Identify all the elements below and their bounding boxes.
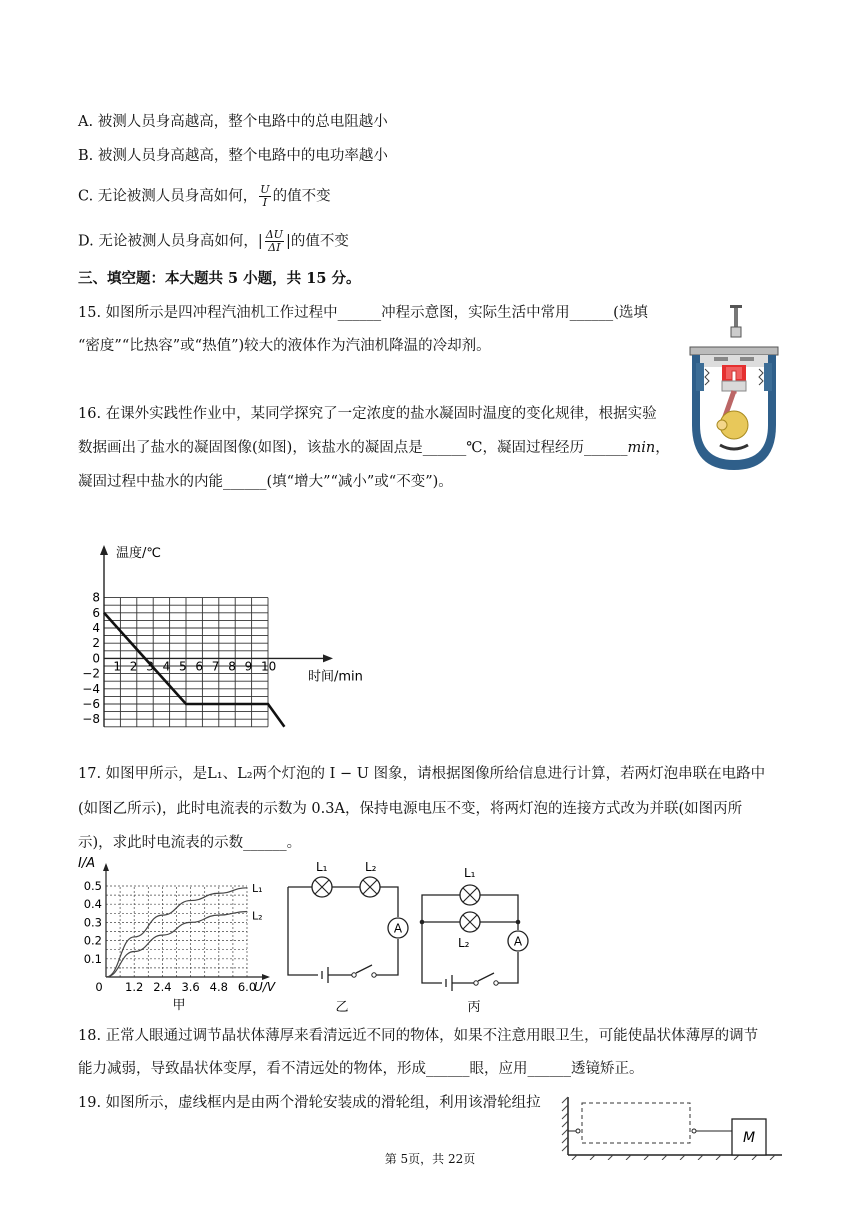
q16-line3: 凝固过程中盐水的内能______(填“增大”“减小”或“不变”)。 xyxy=(78,474,453,490)
y-tick-label: 0.1 xyxy=(83,951,102,966)
l2-label: L₂ xyxy=(365,860,377,874)
frac-num: U xyxy=(260,183,270,196)
frac-den: ΔI xyxy=(268,241,281,254)
x-tick-label: 0 xyxy=(95,980,103,994)
x-tick-label: 2.4 xyxy=(153,980,172,994)
q18-line2: 能力减弱，导致晶状体变厚，看不清远处的物体，形成______眼，应用______透镜矫正。 xyxy=(78,1061,644,1077)
q17-line3: 示)，求此时电流表的示数______。 xyxy=(78,835,302,851)
option-d-suffix: 的值不变 xyxy=(290,233,349,250)
l1-label: L₁ xyxy=(316,860,328,874)
fraction-u-over-i xyxy=(259,184,270,209)
page-footer: 第 5页，共 22页 xyxy=(384,1152,476,1166)
l2-label: L₂ xyxy=(458,936,470,950)
option-d-prefix: D. 无论被测人员身高如何， xyxy=(78,233,258,250)
y-tick-label: −6 xyxy=(82,697,100,711)
y-tick-label: −4 xyxy=(82,681,100,696)
caption-bing: 丙 xyxy=(467,1000,481,1015)
x-tick-label: 1 xyxy=(113,659,122,674)
q16-min: min xyxy=(627,440,656,456)
q16-line1: 16. 在课外实践性作业中，某同学探究了一定浓度的盐水凝固时温度的变化规律，根据实验 xyxy=(78,406,657,422)
fraction-du-over-di xyxy=(265,229,284,254)
option-c xyxy=(78,184,331,209)
y-axis-arrow xyxy=(100,545,108,555)
x-tick-label: 6.0 xyxy=(237,980,257,994)
x-tick-label: 5 xyxy=(179,659,187,674)
meter-label: A xyxy=(393,921,403,936)
engine-diagram xyxy=(686,305,782,473)
x-tick-label: 4 xyxy=(162,659,171,674)
option-a: A. 被测人员身高越高，整个电路中的总电阻越小 xyxy=(78,114,388,130)
option-d: D. 无论被测人员身高如何，| $\frac{\Delta U}{\Delta I}$ |的值不变 xyxy=(78,228,349,254)
x-tick-label: 7 xyxy=(211,659,220,674)
x-tick-label: 4.8 xyxy=(209,980,228,994)
y-tick-label: 6 xyxy=(92,605,100,620)
iu-chart xyxy=(76,855,281,1015)
x-axis-arrow xyxy=(323,654,333,662)
section-title: 三、填空题：本大题共 5 小题，共 15 分。 xyxy=(78,270,361,287)
y-axis-arrow xyxy=(103,863,109,871)
y-tick-label: 4 xyxy=(92,621,100,635)
q16-line2 xyxy=(78,438,670,458)
y-axis-label: 温度/℃ xyxy=(116,546,161,561)
y-tick-label: −2 xyxy=(82,666,100,681)
circuit-bing xyxy=(412,855,542,1015)
block-label: M xyxy=(742,1130,756,1146)
x-axis-label: U/V xyxy=(254,980,276,994)
x-tick-label: 6 xyxy=(195,659,204,674)
chart-caption: 甲 xyxy=(172,998,186,1013)
y-tick-label: 0.3 xyxy=(83,915,102,930)
caption-yi: 乙 xyxy=(335,1000,349,1015)
series-label: L₁ xyxy=(252,881,263,895)
x-tick-label: 3.6 xyxy=(181,980,200,994)
q15-line2: “密度”“比热容”或“热值”)较大的液体作为汽油机降温的冷却剂。 xyxy=(78,338,491,354)
q19-line1: 19. 如图所示，虚线框内是由两个滑轮安装成的滑轮组，利用该滑轮组拉 xyxy=(78,1095,541,1111)
y-tick-label: −8 xyxy=(82,712,100,727)
option-c-suffix: 的值不变 xyxy=(272,188,331,205)
series-label: L₂ xyxy=(252,909,263,923)
y-tick-label: 0 xyxy=(92,651,100,666)
q15-line1: 15. 如图所示是四冲程汽油机工作过程中______冲程示意图，实际生活中常用______(选填 xyxy=(78,305,648,321)
x-tick-label: 2 xyxy=(129,659,138,674)
y-tick-label: 0.4 xyxy=(83,897,102,912)
meter-label: A xyxy=(513,934,523,949)
x-axis-label: 时间/min xyxy=(308,669,363,685)
x-tick-label: 9 xyxy=(244,659,253,674)
q17-line2: (如图乙所示)，此时电流表的示数为 0.3A，保持电源电压不变，将两灯泡的连接方式改为并联(如图丙所 xyxy=(78,801,743,817)
y-tick-label: 0.5 xyxy=(83,879,102,893)
q17-line1: 17. 如图甲所示，是L₁、L₂两个灯泡的 I − U 图象，请根据图像所给信息进行计算，若两灯泡串联在电路中 xyxy=(78,766,766,782)
x-tick-label: 10 xyxy=(261,659,277,674)
y-tick-label: 2 xyxy=(92,636,100,651)
x-tick-label: 8 xyxy=(228,659,236,674)
frac-num: ΔU xyxy=(265,228,283,241)
x-tick-label: 3 xyxy=(146,659,154,674)
option-c-prefix: C. 无论被测人员身高如何， xyxy=(78,188,258,205)
circuit-yi xyxy=(280,855,410,1015)
x-tick-label: 1.2 xyxy=(125,980,144,994)
q16-line2a: 数据画出了盐水的凝固图像(如图)，该盐水的凝固点是______℃，凝固过程经历______ xyxy=(78,440,628,456)
y-axis-label: I/A xyxy=(78,856,96,871)
y-tick-label: 0.2 xyxy=(83,933,102,948)
option-b: B. 被测人员身高越高，整个电路中的电功率越小 xyxy=(78,148,388,164)
q18-line1: 18. 正常人眼通过调节晶状体薄厚来看清远近不同的物体，如果不注意用眼卫生，可能使晶状体薄厚的调节 xyxy=(78,1028,759,1044)
q16-line2c: ， xyxy=(655,440,670,456)
y-tick-label: 8 xyxy=(92,590,100,605)
l1-label: L₁ xyxy=(464,866,476,880)
temperature-chart xyxy=(76,535,376,750)
frac-den: I xyxy=(262,196,268,209)
